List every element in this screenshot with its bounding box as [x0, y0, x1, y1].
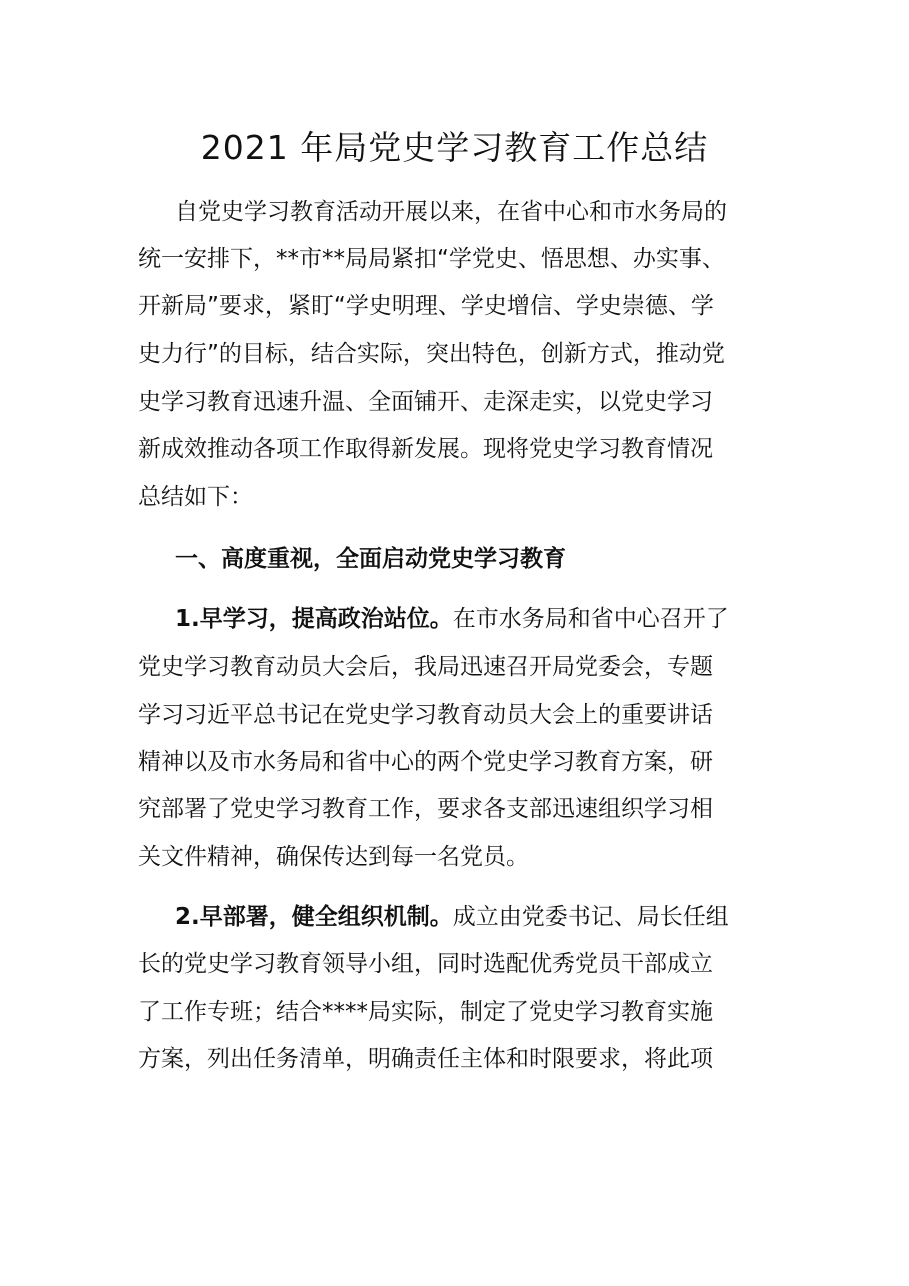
intro-line: 史学习教育迅速升温、全面铺开、走深走实，以党史学习: [138, 389, 713, 415]
item-lead: 2.早部署，健全组织机制。: [175, 904, 453, 930]
item-line: 学习习近平总书记在党史学习教育动员大会上的重要讲话: [138, 702, 713, 728]
item-first-line: [175, 603, 775, 635]
item-lead: 1.早学习，提高政治站位。: [175, 606, 453, 632]
item-line: 党史学习教育动员大会后，我局迅速召开局党委会，专题: [138, 654, 713, 680]
intro-line: 自党史学习教育活动开展以来，在省中心和市水务局的: [175, 199, 727, 225]
intro-line: 总结如下：: [138, 484, 253, 510]
intro-line: 开新局”要求，紧盯“学史明理、学史增信、学史崇德、学: [138, 293, 714, 319]
item-line: 究部署了党史学习教育工作，要求各支部迅速组织学习相: [138, 796, 713, 822]
item-line: 关文件精神，确保传达到每一名党员。: [138, 844, 529, 870]
document-title: 2021 年局党史学习教育工作总结: [200, 128, 709, 167]
intro-line: 史力行”的目标，结合实际，突出特色，创新方式，推动党: [138, 341, 725, 367]
item-line: 精神以及市水务局和省中心的两个党史学习教育方案，研: [138, 749, 713, 775]
item-line: 方案，列出任务清单，明确责任主体和时限要求，将此项: [138, 1046, 713, 1072]
item-text: 在市水务局和省中心召开了: [452, 606, 729, 632]
item-first-line: [175, 901, 775, 933]
item-text: 成立由党委书记、局长任组: [452, 904, 729, 930]
intro-line: 新成效推动各项工作取得新发展。现将党史学习教育情况: [138, 436, 713, 462]
item-line: 了工作专班；结合****局实际，制定了党史学习教育实施: [138, 999, 713, 1025]
section-heading: 一、高度重视，全面启动党史学习教育: [175, 546, 566, 572]
intro-line: 统一安排下，**市**局局紧扣“学党史、悟思想、办实事、: [138, 246, 725, 272]
item-line: 长的党史学习教育领导小组，同时选配优秀党员干部成立: [138, 951, 713, 977]
